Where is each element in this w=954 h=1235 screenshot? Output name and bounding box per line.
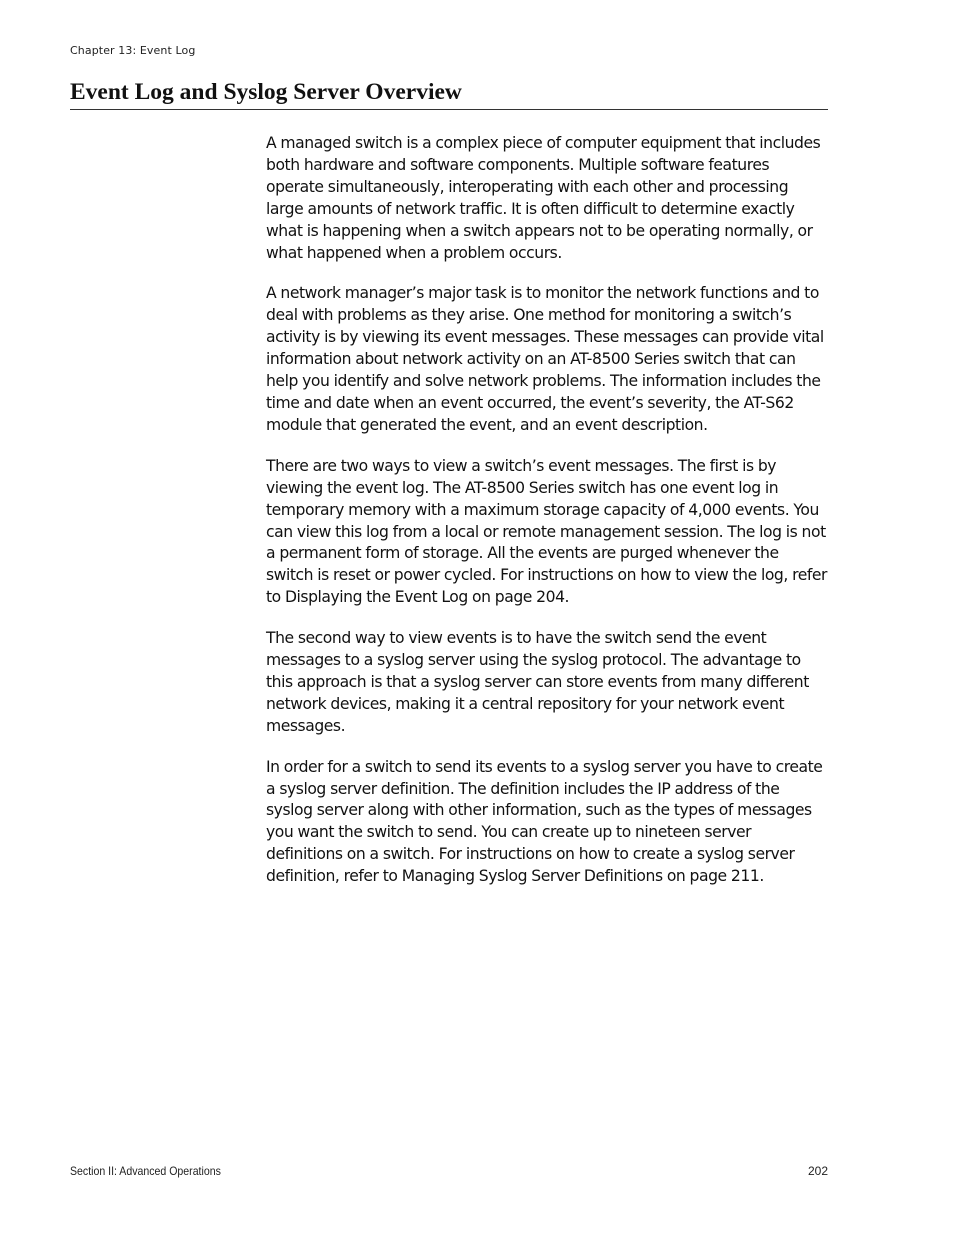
footer-section: Section II: Advanced Operations xyxy=(70,1164,221,1178)
paragraph-monitoring: A network manager’s major task is to monitor the network functions and to deal with problems as they arise. One method for monitoring a switch’s activity is by viewing its event messages. These messages can provide vital information about network activity on an AT-8500 Series switch that can help you identify and solve network problems. The information includes the time and date when an event occurred, the event’s severity, the AT-S62 module that generated the event, and an event description. xyxy=(266,284,824,434)
title-rule xyxy=(70,109,828,110)
running-header: Chapter 13: Event Log xyxy=(70,44,196,57)
paragraph-event-log: There are two ways to view a switch’s event messages. The first is by viewing the event log. The AT-8500 Series switch has one event log in temporary memory with a maximum storage capacity of 4,000 events. You can view this log from a local or remote management session. The log is not a permanent form of storage. All the events are purged whenever the switch is reset or power cycled. For instructions on how to view the log, refer to Displaying the Event Log on page 204. xyxy=(266,456,828,607)
paragraph-server-definition: In order for a switch to send its events to a syslog server you have to create a syslog server definition. The definition includes the IP address of the syslog server along with other information, such as the types of messages you want the switch to send. You can create up to nineteen server definitions on a switch. For instructions on how to create a syslog server definition, refer to Managing Syslog Server Definitions on page 211. xyxy=(266,757,823,886)
page-number: 202 xyxy=(807,1164,828,1178)
paragraph-syslog: The second way to view events is to have the switch send the event messages to a syslog server using the syslog protocol. The advantage to this approach is that a syslog server can store events from many different network devices, making it a central repository for your network event messages. xyxy=(266,629,809,735)
paragraph-intro: A managed switch is a complex piece of computer equipment that includes both hardware and software components. Multiple software features operate simultaneously, interoperating with each other and processing large amounts of network traffic. It is often difficult to determine exactly what is happening when a switch appears not to be operating normally, or what happened when a problem occurs. xyxy=(266,134,821,262)
page-title: Event Log and Syslog Server Overview xyxy=(70,79,462,105)
body-text xyxy=(266,133,828,907)
